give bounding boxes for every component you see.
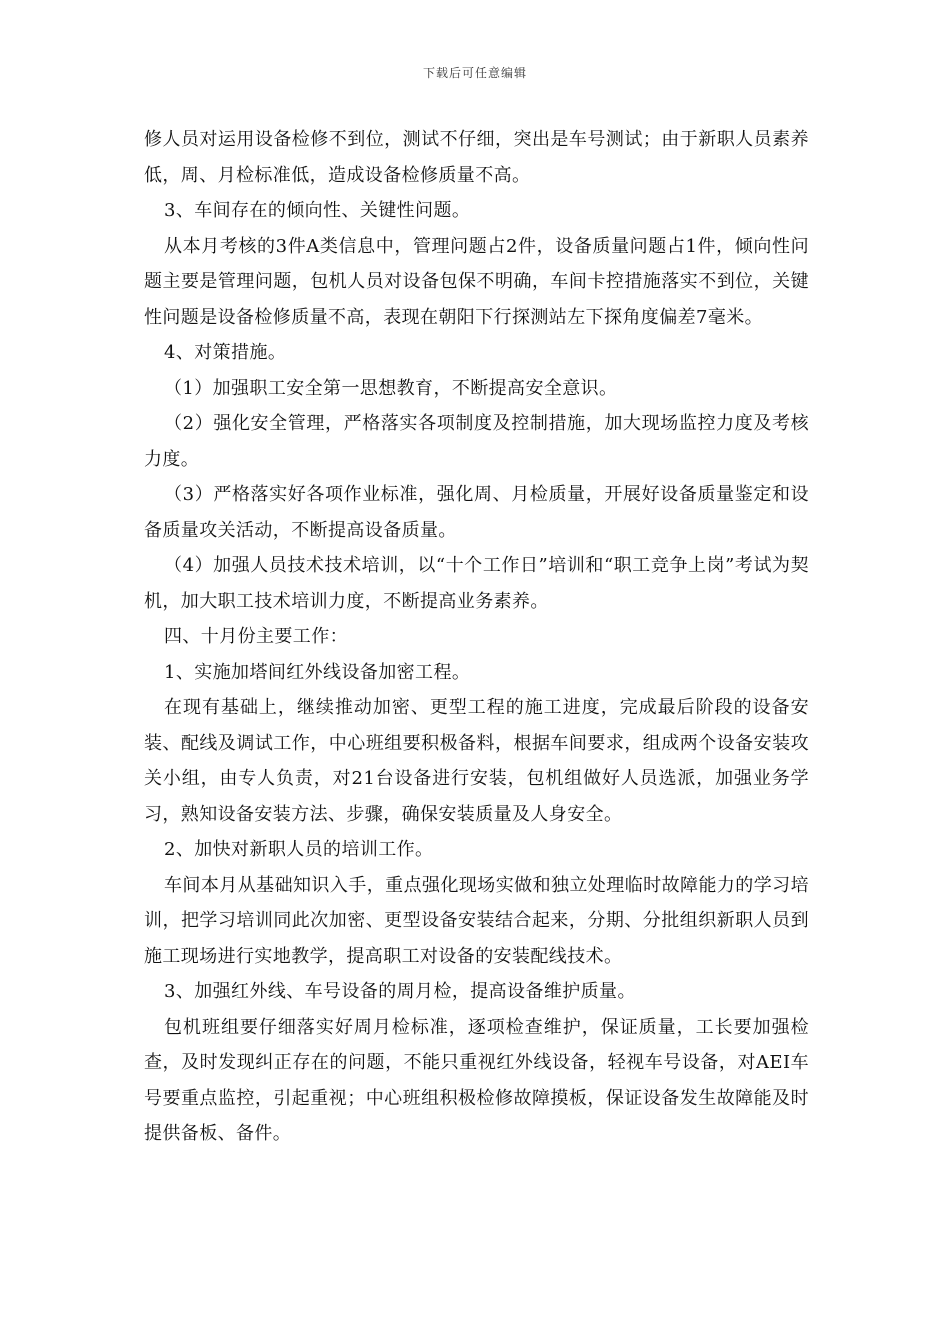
document-body (144, 122, 809, 1152)
page-header: 下载后可任意编辑 (422, 66, 527, 80)
countermeasure-item-2: （2）强化安全管理，严格落实各项制度及控制措施，加大现场监控力度及考核力度。 (144, 413, 809, 470)
heading-trend-issues: 3、车间存在的倾向性、关键性问题。 (164, 200, 471, 221)
countermeasure-item-1: （1）加强职工安全第一思想教育，不断提高安全意识。 (164, 377, 618, 399)
paragraph-new-staff-training: 车间本月从基础知识入手，重点强化现场实做和独立处理临时故障能力的学习培训，把学习培训同此次加密、更型设备安装结合起来，分期、分批组织新职人员到施工现场进行实地教学，提高职工对设备的安装配线技术。 (144, 874, 809, 967)
paragraph-trend-issues: 从本月考核的3件A类信息中，管理问题占2件，设备质量问题占1件，倾向性问题主要是管理问题，包机人员对设备包保不明确，车间卡控措施落实不到位，关键性问题是设备检修质量不高，表现在朝阳下行探测站左下探角度偏差7毫米。 (144, 235, 809, 328)
heading-countermeasures: 4、对策措施。 (164, 342, 287, 363)
heading-new-staff-training: 2、加快对新职人员的培训工作。 (164, 839, 434, 860)
heading-infrared-project: 1、实施加塔间红外线设备加密工程。 (164, 661, 471, 683)
paragraph-infrared-project: 在现有基础上，继续推动加密、更型工程的施工进度，完成最后阶段的设备安装、配线及调试工作，中心班组要积极备料，根据车间要求，组成两个设备安装攻关小组，由专人负责，对21台设备进行安装，包机组做好人员选派，加强业务学习，熟知设备安装方法、步骤，确保安装质量及人身安全。 (144, 697, 809, 825)
paragraph-maintenance-quality: 包机班组要仔细落实好周月检标准，逐项检查维护，保证质量，工长要加强检查，及时发现纠正存在的问题，不能只重视红外线设备，轻视车号设备，对AEI车号要重点监控，引起重视；中心班组积极检修故障摸板，保证设备发生故障能及时提供备板、备件。 (144, 1016, 809, 1144)
countermeasure-item-3: （3）严格落实好各项作业标准，强化周、月检质量，开展好设备质量鉴定和设备质量攻关活动，不断提高设备质量。 (144, 484, 809, 541)
heading-maintenance-quality: 3、加强红外线、车号设备的周月检，提高设备维护质量。 (164, 981, 636, 1002)
section-heading-october-work: 四、十月份主要工作： (164, 626, 348, 647)
countermeasure-item-4: （4）加强人员技术技术培训，以“十个工作日”培训和“职工竞争上岗”考试为契机，加大职工技术培训力度，不断提高业务素养。 (144, 555, 809, 612)
paragraph-continuation: 修人员对运用设备检修不到位，测试不仔细，突出是车号测试；由于新职人员素养低，周、月检标准低，造成设备检修质量不高。 (144, 129, 809, 186)
